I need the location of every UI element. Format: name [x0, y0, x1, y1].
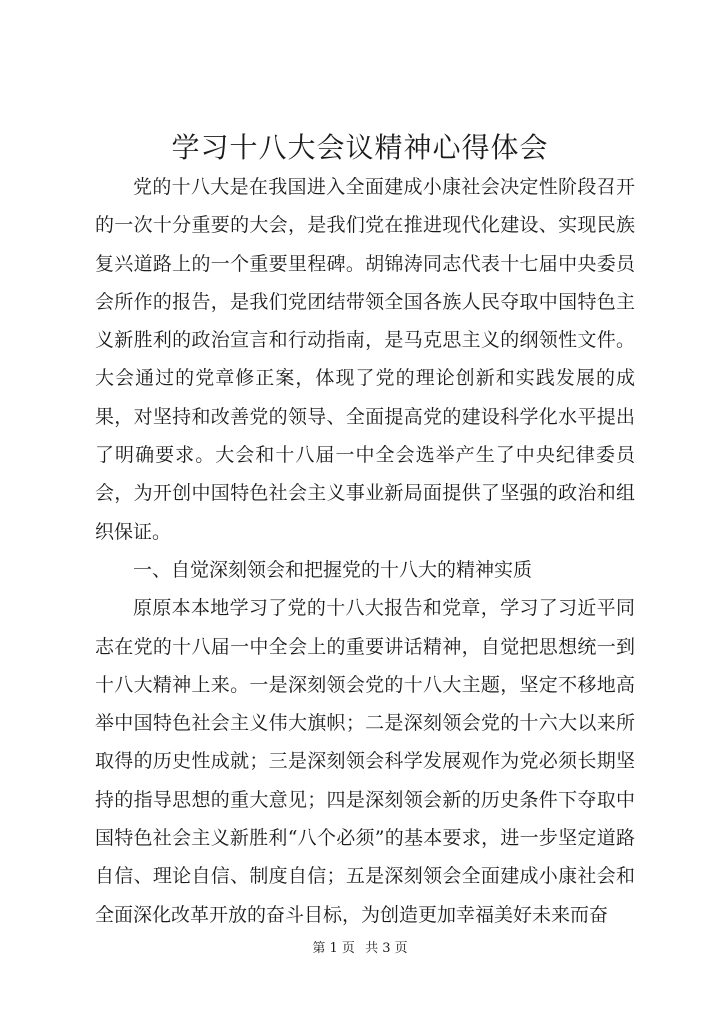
document-body — [95, 168, 635, 934]
page-footer — [0, 940, 720, 958]
section-heading-1: 一、自觉深刻领会和把握党的十八大的精神实质 — [133, 558, 533, 581]
page-number: 第 1 页 — [312, 941, 355, 956]
page-title: 学习十八大会议精神心得体会 — [171, 131, 549, 164]
page-total: 共 3 页 — [365, 941, 408, 956]
paragraph-section-1: 原原本本地学习了党的十八大报告和党章，学习了习近平同志在党的十八届一中全会上的重要讲话精神，自觉把思想统一到十八大精神上来。一是深刻领会党的十八大主题，坚定不移地高举中国特色社会主义伟大旗帜；二是深刻领会党的十六大以来所取得的历史性成就；三是深刻领会科学发展观作为党必须长期坚持的指导思想的重大意见；四是深刻领会新的历史条件下夺取中国特色社会主义新胜利“八个必须”的基本要求，进一步坚定道路自信、理论自信、制度自信；五是深刻领会全面建成小康社会和全面深化改革开放的奋斗目标，为创造更加幸福美好未来而奋 — [95, 597, 635, 926]
paragraph-intro: 党的十八大是在我国进入全面建成小康社会决定性阶段召开的一次十分重要的大会，是我们党在推进现代化建设、实现民族复兴道路上的一个重要里程碑。胡锦涛同志代表十七届中央委员会所作的报告，是我们党团结带领全国各族人民夺取中国特色主义新胜利的政治宣言和行动指南，是马克思主义的纲领性文件。大会通过的党章修正案，体现了党的理论创新和实践发展的成果，对坚持和改善党的领导、全面提高党的建设科学化水平提出了明确要求。大会和十八届一中全会选举产生了中央纪律委员会，为开创中国特色社会主义事业新局面提供了坚强的政治和组织保证。 — [95, 176, 635, 543]
